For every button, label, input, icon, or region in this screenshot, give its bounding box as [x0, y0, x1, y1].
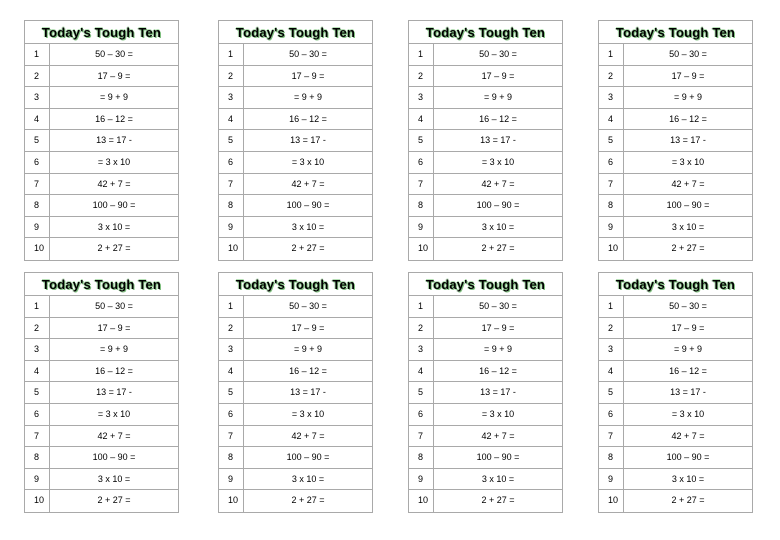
problem-number: 7	[409, 174, 434, 195]
problem-row	[219, 174, 372, 196]
problem-text: 3 x 10 =	[97, 473, 131, 484]
problem-number: 6	[599, 152, 624, 173]
problem-text: 2 + 27 =	[97, 495, 131, 506]
problem-number: 9	[409, 469, 434, 490]
problem-row	[409, 44, 562, 66]
problem-number: 10	[25, 238, 50, 260]
problem-text: 3 x 10 =	[97, 221, 131, 232]
problem-number: 8	[25, 195, 50, 216]
problem-text: = 3 x 10	[671, 408, 705, 419]
problem-number: 6	[409, 152, 434, 173]
problem-text: = 3 x 10	[97, 156, 131, 167]
problem-row	[599, 109, 752, 131]
problem-text: 50 – 30 =	[95, 301, 133, 311]
problem-text: 3 x 10 =	[481, 473, 515, 484]
problem-number: 1	[599, 44, 624, 65]
problem-number: 6	[25, 152, 50, 173]
problem-text: 2 + 27 =	[291, 495, 325, 506]
problem-text: 13 = 17 -	[96, 135, 132, 146]
problem-number: 8	[409, 195, 434, 216]
problem-number: 3	[599, 339, 624, 360]
problem-text: = 9 + 9	[483, 344, 513, 355]
problem-number: 3	[219, 339, 244, 360]
problem-text: 16 – 12 =	[479, 365, 517, 376]
problem-text: 42 + 7 =	[671, 430, 705, 441]
problem-row	[409, 490, 562, 512]
problem-text: 50 – 30 =	[289, 301, 327, 311]
problem-text: 100 – 90 =	[666, 200, 710, 211]
problem-row	[25, 447, 178, 469]
problem-number: 8	[599, 195, 624, 216]
problem-number: 9	[25, 217, 50, 238]
problem-row	[409, 318, 562, 340]
card-title: Today's Tough Ten	[25, 21, 178, 44]
problem-number: 7	[599, 174, 624, 195]
problem-text: 50 – 30 =	[669, 301, 707, 311]
problem-text: = 3 x 10	[97, 408, 131, 419]
problem-number: 2	[599, 66, 624, 87]
problem-number: 8	[219, 447, 244, 468]
problem-number: 2	[599, 318, 624, 339]
tough-ten-card	[408, 272, 563, 513]
problem-number: 10	[599, 490, 624, 512]
problem-row	[409, 469, 562, 491]
problem-number: 7	[25, 174, 50, 195]
problem-text: 100 – 90 =	[286, 452, 330, 463]
problem-row	[409, 66, 562, 88]
problem-number: 8	[409, 447, 434, 468]
problem-text: 42 + 7 =	[97, 178, 131, 189]
problem-number: 9	[409, 217, 434, 238]
problem-row	[25, 318, 178, 340]
problem-text: 13 = 17 -	[670, 387, 706, 398]
problem-number: 9	[599, 217, 624, 238]
problem-number: 10	[599, 238, 624, 260]
problem-number: 3	[409, 339, 434, 360]
problem-text: 17 – 9 =	[97, 322, 131, 333]
problem-row	[599, 130, 752, 152]
problem-row	[219, 426, 372, 448]
problem-text: 50 – 30 =	[289, 49, 327, 59]
problem-row	[409, 238, 562, 260]
problem-number: 6	[219, 404, 244, 425]
problem-text: 17 – 9 =	[481, 322, 515, 333]
problem-row	[599, 490, 752, 512]
problem-row	[25, 174, 178, 196]
problem-number: 4	[599, 361, 624, 382]
problem-text: 17 – 9 =	[291, 322, 325, 333]
problem-number: 9	[599, 469, 624, 490]
card-title: Today's Tough Ten	[599, 273, 752, 296]
problem-row	[219, 339, 372, 361]
problem-number: 2	[25, 318, 50, 339]
problem-text: 100 – 90 =	[92, 200, 136, 211]
problem-row	[219, 447, 372, 469]
card-title: Today's Tough Ten	[25, 273, 178, 296]
problem-number: 6	[409, 404, 434, 425]
problem-row	[219, 469, 372, 491]
problem-text: 50 – 30 =	[95, 49, 133, 59]
problem-row	[219, 361, 372, 383]
problem-number: 9	[219, 469, 244, 490]
problem-text: 16 – 12 =	[289, 365, 327, 376]
problem-row	[25, 217, 178, 239]
problem-text: 16 – 12 =	[289, 113, 327, 124]
problem-text: 100 – 90 =	[476, 452, 520, 463]
problem-text: 100 – 90 =	[92, 452, 136, 463]
problem-row	[25, 382, 178, 404]
problem-row	[219, 130, 372, 152]
problem-row	[409, 447, 562, 469]
problem-row	[25, 109, 178, 131]
problem-row	[409, 217, 562, 239]
problem-number: 1	[25, 44, 50, 65]
problem-text: 16 – 12 =	[95, 365, 133, 376]
problem-text: 16 – 12 =	[95, 113, 133, 124]
problem-row	[409, 87, 562, 109]
problem-number: 5	[599, 382, 624, 403]
problem-row	[219, 217, 372, 239]
problem-number: 1	[599, 296, 624, 317]
problem-row	[25, 44, 178, 66]
problem-row	[409, 361, 562, 383]
problem-text: = 9 + 9	[293, 344, 323, 355]
problem-row	[599, 404, 752, 426]
problem-row	[25, 87, 178, 109]
problem-row	[25, 152, 178, 174]
problem-number: 6	[599, 404, 624, 425]
problem-row	[25, 339, 178, 361]
problem-number: 1	[409, 44, 434, 65]
problem-number: 3	[409, 87, 434, 108]
problem-text: 16 – 12 =	[479, 113, 517, 124]
problem-row	[25, 238, 178, 260]
problem-number: 2	[409, 318, 434, 339]
problem-row	[25, 361, 178, 383]
problem-text: 17 – 9 =	[671, 70, 705, 81]
problem-number: 2	[219, 66, 244, 87]
problem-row	[219, 490, 372, 512]
problem-row	[599, 296, 752, 318]
problem-number: 4	[219, 109, 244, 130]
problem-row	[25, 426, 178, 448]
problem-text: = 3 x 10	[671, 156, 705, 167]
problem-text: 17 – 9 =	[481, 70, 515, 81]
tough-ten-card	[218, 20, 373, 261]
problem-row	[219, 296, 372, 318]
problem-number: 10	[409, 490, 434, 512]
problem-text: 42 + 7 =	[291, 430, 325, 441]
problem-text: 2 + 27 =	[671, 243, 705, 254]
problem-text: = 9 + 9	[673, 344, 703, 355]
problem-row	[409, 195, 562, 217]
problem-text: 2 + 27 =	[481, 243, 515, 254]
problem-text: 17 – 9 =	[671, 322, 705, 333]
problem-number: 5	[219, 382, 244, 403]
problem-number: 4	[599, 109, 624, 130]
problem-number: 8	[599, 447, 624, 468]
problem-row	[599, 44, 752, 66]
problem-number: 4	[409, 109, 434, 130]
problem-number: 10	[219, 238, 244, 260]
problem-text: 3 x 10 =	[291, 473, 325, 484]
problem-text: = 9 + 9	[293, 92, 323, 103]
problem-text: 2 + 27 =	[671, 495, 705, 506]
problem-row	[599, 339, 752, 361]
problem-text: 3 x 10 =	[291, 221, 325, 232]
problem-text: 42 + 7 =	[291, 178, 325, 189]
problem-row	[599, 217, 752, 239]
problem-row	[219, 109, 372, 131]
problem-number: 9	[219, 217, 244, 238]
tough-ten-card	[598, 20, 753, 261]
problem-row	[599, 152, 752, 174]
problem-text: = 3 x 10	[481, 408, 515, 419]
problem-text: 42 + 7 =	[671, 178, 705, 189]
problem-row	[409, 296, 562, 318]
problem-text: 13 = 17 -	[290, 135, 326, 146]
problem-number: 7	[409, 426, 434, 447]
problem-number: 8	[219, 195, 244, 216]
problem-number: 6	[219, 152, 244, 173]
problem-row	[219, 44, 372, 66]
problem-text: 17 – 9 =	[97, 70, 131, 81]
problem-number: 4	[25, 109, 50, 130]
problem-text: 50 – 30 =	[479, 49, 517, 59]
problem-row	[219, 87, 372, 109]
problem-row	[409, 382, 562, 404]
problem-row	[25, 195, 178, 217]
problem-text: 50 – 30 =	[669, 49, 707, 59]
problem-number: 5	[599, 130, 624, 151]
problem-row	[409, 404, 562, 426]
problem-row	[599, 174, 752, 196]
problem-number: 6	[25, 404, 50, 425]
problem-number: 3	[25, 87, 50, 108]
problem-row	[599, 318, 752, 340]
problem-row	[25, 130, 178, 152]
problem-row	[599, 238, 752, 260]
problem-row	[219, 195, 372, 217]
problem-text: 100 – 90 =	[666, 452, 710, 463]
problem-number: 2	[219, 318, 244, 339]
problem-row	[599, 426, 752, 448]
tough-ten-card	[24, 272, 179, 513]
problem-number: 2	[409, 66, 434, 87]
problem-text: 13 = 17 -	[96, 387, 132, 398]
problem-row	[409, 426, 562, 448]
problem-text: 42 + 7 =	[481, 178, 515, 189]
problem-text: = 9 + 9	[483, 92, 513, 103]
problem-row	[219, 318, 372, 340]
problem-text: 100 – 90 =	[476, 200, 520, 211]
problem-row	[25, 66, 178, 88]
problem-text: = 9 + 9	[673, 92, 703, 103]
problem-number: 1	[25, 296, 50, 317]
problem-number: 3	[219, 87, 244, 108]
problem-number: 10	[219, 490, 244, 512]
problem-number: 5	[25, 130, 50, 151]
card-title: Today's Tough Ten	[219, 21, 372, 44]
problem-row	[409, 152, 562, 174]
problem-text: 42 + 7 =	[481, 430, 515, 441]
problem-row	[599, 195, 752, 217]
tough-ten-card	[24, 20, 179, 261]
problem-text: 17 – 9 =	[291, 70, 325, 81]
card-title: Today's Tough Ten	[409, 21, 562, 44]
card-title: Today's Tough Ten	[409, 273, 562, 296]
problem-row	[599, 87, 752, 109]
problem-number: 5	[409, 382, 434, 403]
problem-row	[599, 382, 752, 404]
problem-number: 7	[219, 426, 244, 447]
problem-row	[599, 447, 752, 469]
problem-text: 3 x 10 =	[671, 221, 705, 232]
tough-ten-card	[218, 272, 373, 513]
problem-number: 8	[25, 447, 50, 468]
problem-number: 10	[25, 490, 50, 512]
problem-text: 42 + 7 =	[97, 430, 131, 441]
problem-number: 1	[409, 296, 434, 317]
problem-text: = 9 + 9	[99, 92, 129, 103]
problem-number: 3	[25, 339, 50, 360]
problem-row	[219, 404, 372, 426]
problem-row	[219, 152, 372, 174]
tough-ten-card	[408, 20, 563, 261]
problem-text: 100 – 90 =	[286, 200, 330, 211]
problem-row	[409, 130, 562, 152]
problem-number: 9	[25, 469, 50, 490]
problem-row	[599, 469, 752, 491]
problem-row	[409, 339, 562, 361]
problem-row	[599, 66, 752, 88]
problem-number: 3	[599, 87, 624, 108]
problem-text: 13 = 17 -	[670, 135, 706, 146]
problem-text: = 3 x 10	[291, 156, 325, 167]
problem-row	[25, 469, 178, 491]
problem-text: 50 – 30 =	[479, 301, 517, 311]
problem-number: 7	[219, 174, 244, 195]
problem-number: 7	[25, 426, 50, 447]
problem-text: 13 = 17 -	[480, 135, 516, 146]
problem-row	[409, 174, 562, 196]
card-title: Today's Tough Ten	[219, 273, 372, 296]
problem-number: 5	[25, 382, 50, 403]
problem-number: 4	[409, 361, 434, 382]
problem-text: 16 – 12 =	[669, 113, 707, 124]
problem-row	[25, 404, 178, 426]
problem-number: 5	[219, 130, 244, 151]
problem-number: 1	[219, 296, 244, 317]
tough-ten-card	[598, 272, 753, 513]
problem-number: 1	[219, 44, 244, 65]
problem-row	[409, 109, 562, 131]
problem-row	[25, 490, 178, 512]
problem-text: 16 – 12 =	[669, 365, 707, 376]
problem-text: = 3 x 10	[291, 408, 325, 419]
problem-row	[219, 382, 372, 404]
problem-text: 2 + 27 =	[97, 243, 131, 254]
problem-number: 7	[599, 426, 624, 447]
problem-row	[599, 361, 752, 383]
problem-text: = 9 + 9	[99, 344, 129, 355]
problem-number: 5	[409, 130, 434, 151]
problem-text: 13 = 17 -	[290, 387, 326, 398]
problem-row	[219, 66, 372, 88]
problem-number: 2	[25, 66, 50, 87]
problem-number: 4	[219, 361, 244, 382]
problem-number: 10	[409, 238, 434, 260]
problem-row	[25, 296, 178, 318]
problem-number: 4	[25, 361, 50, 382]
problem-text: 3 x 10 =	[671, 473, 705, 484]
problem-text: 13 = 17 -	[480, 387, 516, 398]
card-title: Today's Tough Ten	[599, 21, 752, 44]
problem-text: 3 x 10 =	[481, 221, 515, 232]
problem-text: = 3 x 10	[481, 156, 515, 167]
problem-row	[219, 238, 372, 260]
problem-text: 2 + 27 =	[481, 495, 515, 506]
problem-text: 2 + 27 =	[291, 243, 325, 254]
